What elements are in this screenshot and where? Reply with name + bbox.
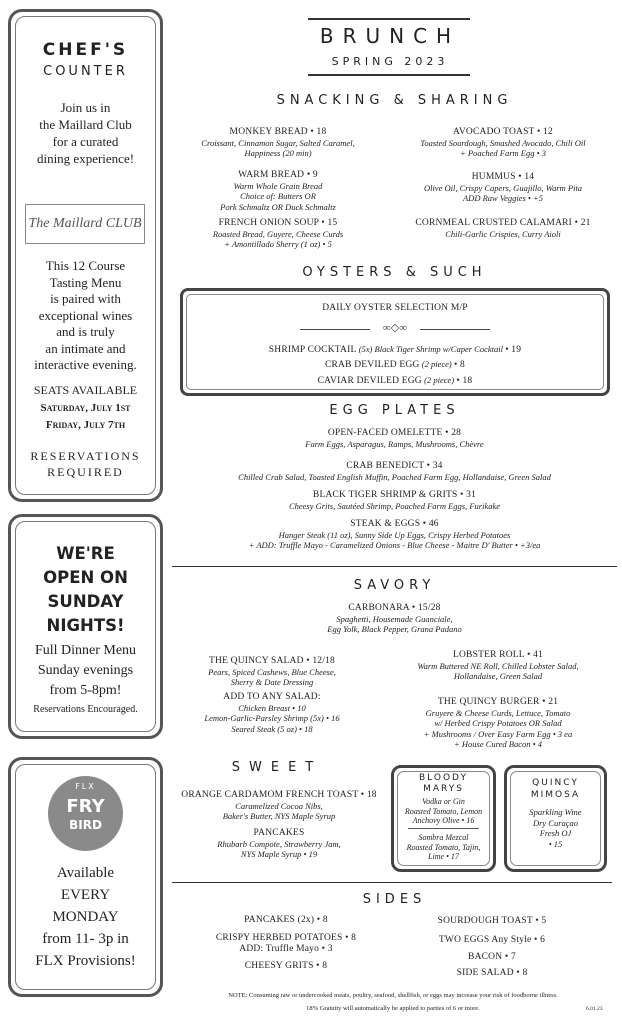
- menu-item: CAVIAR DEVILED EGG (2 piece) • 18: [317, 375, 473, 386]
- chefs-counter-subtitle: COUNTER: [43, 64, 128, 79]
- date-2: Friday, July 7th: [45, 419, 126, 431]
- footer-note: NOTE: Consuming raw or undercooked meats, poultry, seafood, shellfish, or eggs may increase your risk of foodborne illness.: [228, 992, 558, 999]
- menu-item: CARBONARA • 15/28 Spaghetti, Housemade Guanciale, Egg Yolk, Black Pepper, Grana Padano: [327, 603, 462, 634]
- section-snacking: SNACKING & SHARING: [276, 93, 513, 108]
- sunday-body-line: Sunday evenings: [37, 663, 134, 678]
- sunday-body-line: Full Dinner Menu: [34, 643, 137, 658]
- date-1: Saturday, July 1st: [40, 402, 131, 414]
- fry-bird-line: MONDAY: [52, 909, 119, 925]
- sunday-body-line: from 5-8pm!: [49, 683, 122, 698]
- menu-item: ADD TO ANY SALAD: Chicken Breast • 10 Lemon-Garlic-Parsley Shrimp (5x) • 16 Seared Steak (5 oz) • 18: [204, 692, 340, 734]
- chef-intro-line: the Maillard Club: [39, 117, 132, 132]
- mimosa-box: [504, 765, 607, 872]
- menu-item: PANCAKES (2x) • 8: [244, 915, 328, 925]
- sunday-title-line: SUNDAY: [47, 592, 124, 611]
- chef-body-line: exceptional wines: [38, 307, 133, 323]
- fry-bird-line: Available: [56, 865, 115, 881]
- reservations-line2: REQUIRED: [47, 465, 124, 479]
- sunday-nights-panel: [8, 514, 163, 739]
- menu-item: MONKEY BREAD • 18 Croissant, Cinnamon Sugar, Salted Caramel, Happiness (20 min): [201, 127, 355, 158]
- section-eggs: EGG PLATES: [329, 403, 460, 418]
- divider: [172, 566, 617, 567]
- sunday-title: [11, 542, 160, 638]
- page-title: BRUNCH: [319, 24, 461, 48]
- sunday-title-line: WE'RE: [56, 544, 115, 563]
- chef-body-line: interactive evening.: [34, 357, 137, 372]
- chef-intro-line: dining experience!: [36, 151, 135, 166]
- header-top-rule: [308, 18, 470, 20]
- seats-available: SEATS AVAILABLE: [33, 383, 138, 397]
- menu-item: THE QUINCY BURGER • 21 Gruyere & Cheese Curds, Lettuce, Tomato w/ Herbed Crispy Potatoes OR Salad + Mushrooms / Over Easy Farm Egg • 3 ea + House Cured Bacon • 4: [423, 697, 573, 749]
- ornament-divider: ∞◇∞: [300, 325, 490, 335]
- menu-item: CRAB DEVILED EGG (2 piece) • 8: [324, 359, 466, 370]
- chef-body: [11, 258, 160, 374]
- menu-item: FRENCH ONION SOUP • 15 Roasted Bread, Guyere, Cheese Curds + Amontillado Sherry (1 oz) • 5: [212, 218, 344, 249]
- menu-item: TWO EGGS Any Style • 6: [438, 935, 546, 945]
- chef-body-line: is paired with: [50, 291, 121, 306]
- menu-item: CHEESY GRITS • 8: [244, 961, 328, 971]
- chefs-counter-title: CHEF'S: [42, 40, 129, 60]
- fry-bird-panel: [8, 757, 163, 997]
- menu-item: LOBSTER ROLL • 41 Warm Buttered NE Roll, Chilled Lobster Salad, Hollandaise, Green Salad: [417, 650, 579, 681]
- chef-body-line: an intimate and: [45, 340, 126, 356]
- fry-bird-line: EVERY: [60, 887, 111, 903]
- menu-item: ORANGE CARDAMOM FRENCH TOAST • 18 Caramelized Cocoa Nibs, Baker's Butter, NYS Maple Syrup: [181, 790, 377, 821]
- reservations-line1: RESERVATIONS: [30, 449, 141, 463]
- mimosa-desc: Sparkling Wine Dry Curaçao Fresh OJ • 15: [529, 807, 582, 849]
- sunday-title-line: NIGHTS!: [46, 616, 125, 635]
- menu-item: SHRIMP COCKTAIL (5x) Black Tiger Shrimp w/Caper Cocktail • 19: [268, 344, 522, 355]
- mimosa-title: QUINCY MIMOSA: [530, 778, 581, 800]
- maillard-club-logo: The Maillard CLUB: [25, 204, 145, 244]
- fry-bird-line: from 11- 3p in: [42, 931, 129, 947]
- menu-item: CRISPY HERBED POTATOES • 8 ADD: Truffle Mayo • 3: [215, 933, 357, 954]
- divider: [172, 882, 612, 883]
- footer-gratuity: 18% Gratuity will automatically be applied to parties of 6 or more.: [306, 1005, 480, 1012]
- menu-item: PANCAKES Rhubarb Compote, Strawberry Jam, NYS Maple Syrup • 19: [217, 828, 341, 859]
- chef-intro-line: Join us in: [60, 100, 111, 115]
- bloody-desc-1: Vodka or Gin Roasted Tomato, Lemon Anchovy Olive • 16: [404, 797, 483, 825]
- bloody-title: BLOODY MARYS: [419, 773, 468, 794]
- chef-intro-line: for a curated: [52, 134, 119, 149]
- menu-item: STEAK & EGGS • 46 Hanger Steak (11 oz), Sunny Side Up Eggs, Crispy Herbed Potatoes + ADD: Truffle Mayo - Caramelized Onions - Blue Cheese - Maitre D' Butter • +3/ea: [248, 519, 541, 550]
- page-subtitle: SPRING 2023: [331, 55, 449, 68]
- menu-item: BLACK TIGER SHRIMP & GRITS • 31 Cheesy Grits, Sautéed Shrimp, Poached Farm Eggs, Furikake: [288, 490, 501, 511]
- daily-oyster: DAILY OYSTER SELECTION M/P: [322, 303, 468, 313]
- section-sweet: SWEET: [231, 760, 323, 775]
- chef-body-line: This 12 Course: [45, 258, 126, 273]
- chef-intro: [11, 99, 160, 167]
- chef-body-line: and is truly: [56, 324, 115, 339]
- bloody-marys-box: [391, 765, 496, 872]
- fry-bird-line: FLX Provisions!: [35, 953, 136, 969]
- section-oysters: OYSTERS & SUCH: [302, 265, 487, 280]
- menu-item: BACON • 7: [468, 952, 516, 962]
- sunday-note: Reservations Encouraged.: [33, 704, 138, 715]
- menu-item: SOURDOUGH TOAST • 5: [437, 916, 547, 926]
- footer-code: 6.01.23: [586, 1006, 603, 1012]
- fry-bird-logo: FLX FRY BIRD: [48, 776, 123, 851]
- header-bottom-rule: [308, 74, 470, 76]
- menu-item: OPEN-FACED OMELETTE • 28 Farm Eggs, Asparagus, Ramps, Mushrooms, Chèvre: [305, 428, 484, 449]
- chefs-counter-panel: [8, 9, 163, 502]
- menu-item: CRAB BENEDICT • 34 Chilled Crab Salad, Toasted English Muffin, Poached Farm Egg, Hollandaise, Green Salad: [238, 461, 551, 482]
- chef-body-line: Tasting Menu: [49, 274, 122, 290]
- menu-item: THE QUINCY SALAD • 12/18 Pears, Spiced Cashews, Blue Cheese, Sherry & Date Dressing: [208, 656, 336, 687]
- menu-item: SIDE SALAD • 8: [456, 968, 528, 978]
- section-savory: SAVORY: [353, 578, 436, 593]
- menu-item: HUMMUS • 14 Olive Oil, Crispy Capers, Guajillo, Warm Pita ADD Raw Veggies • +5: [423, 172, 583, 203]
- sunday-title-line: OPEN ON: [43, 568, 128, 587]
- menu-item: AVOCADO TOAST • 12 Toasted Sourdough, Smashed Avocado, Chili Oil + Poached Farm Egg • 3: [420, 127, 586, 158]
- bloody-desc-2: Sombra Mezcal Roasted Tomato, Tajin, Lime • 17: [406, 833, 481, 861]
- fry-bird-body: [11, 862, 160, 972]
- sunday-body: [11, 641, 160, 701]
- menu-item: CORNMEAL CRUSTED CALAMARI • 21 Chili-Garlic Crispies, Curry Aioli: [415, 218, 591, 239]
- section-sides: SIDES: [362, 892, 427, 907]
- menu-item: WARM BREAD • 9 Warm Whole Grain Bread Choice of: Butters OR Pork Schmaltz OR Duck Schmaltz: [220, 170, 336, 212]
